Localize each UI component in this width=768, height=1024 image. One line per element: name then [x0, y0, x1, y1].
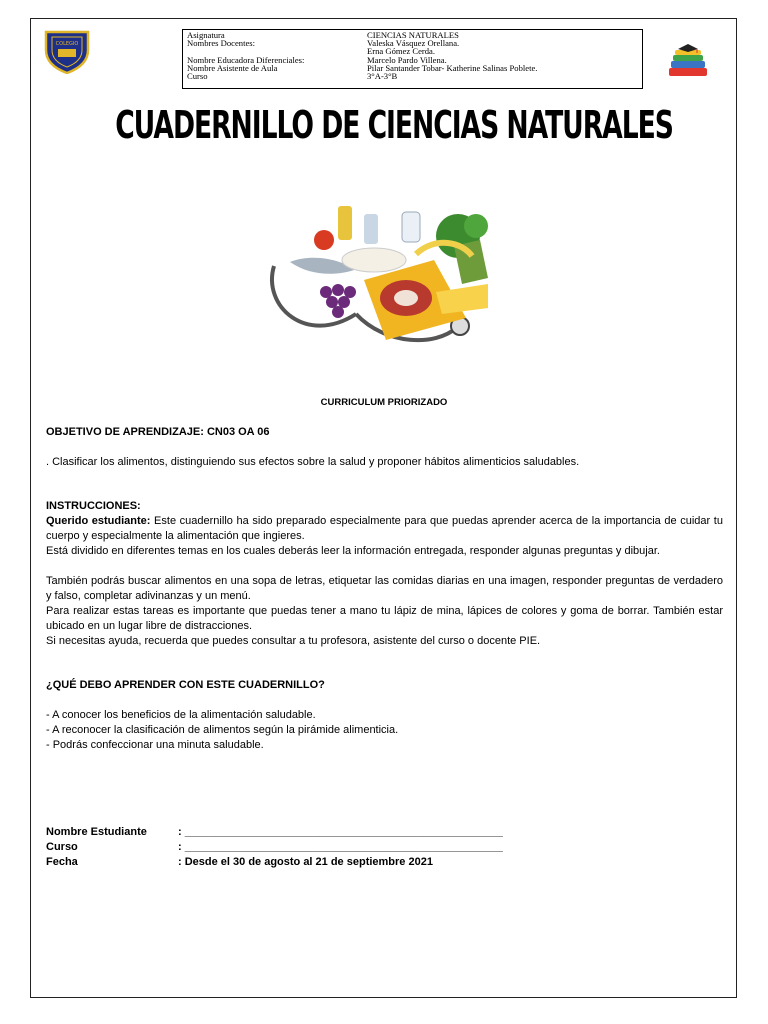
- info-value: Erna Gómez Cerda.: [367, 46, 436, 57]
- school-crest-logo: [42, 28, 92, 74]
- course-row: [46, 840, 503, 855]
- document-title: CUADERNILLO DE CIENCIAS NATURALES: [115, 103, 673, 147]
- food-illustration: [266, 196, 502, 354]
- instructions-heading: INSTRUCCIONES:: [46, 500, 141, 512]
- student-name-row: [46, 825, 503, 840]
- crest-text: COLEGIO: [55, 41, 79, 47]
- course-field[interactable]: : ____________________________________________________: [178, 841, 503, 853]
- objective-label: OBJETIVO DE APRENDIZAJE: CN03 OA 06: [46, 426, 270, 438]
- instructions-paragraph: Está dividido en diferentes temas en los cuales deberás leer la información entregada, responder algunas preguntas y dibujar.: [46, 545, 660, 557]
- info-label: Curso: [187, 71, 208, 82]
- info-row: [187, 72, 642, 80]
- books-icon: [664, 42, 712, 80]
- learn-heading: ¿QUÉ DEBO APRENDER CON ESTE CUADERNILLO?: [46, 679, 325, 691]
- info-row: [187, 64, 642, 72]
- instructions-paragraph: [46, 514, 723, 544]
- info-value: Marcelo Pardo Villena.: [367, 54, 447, 65]
- info-label: Nombres Docentes:: [187, 38, 256, 49]
- instructions-paragraph: Si necesitas ayuda, recuerda que puedes consultar a tu profesora, asistente del curso o docente PIE.: [46, 635, 541, 647]
- course-label: Curso: [46, 841, 78, 853]
- date-label: Fecha: [46, 856, 78, 868]
- curriculum-heading: CURRICULUM PRIORIZADO: [320, 397, 448, 408]
- instructions-paragraph: También podrás buscar alimentos en una sopa de letras, etiquetar las comidas diarias en una imagen, responder preguntas de verdadero y falso, completar adivinanzas y un menú.: [46, 575, 723, 602]
- instructions-lead: Querido estudiante:: [46, 515, 151, 527]
- info-value: Pilar Santander Tobar- Katherine Salinas Poblete.: [367, 62, 538, 73]
- header-info-table: [182, 29, 643, 89]
- learn-item: - A reconocer la clasificación de alimentos según la pirámide alimenticia.: [46, 724, 399, 736]
- instructions-paragraph: Para realizar estas tareas es importante que puedas tener a mano tu lápiz de mina, lápices de colores y goma de borrar. También estar ubicado en un lugar libre de distracciones.: [46, 605, 723, 632]
- info-label: Nombre Asistente de Aula: [187, 62, 278, 73]
- student-name-field[interactable]: : ____________________________________________________: [178, 826, 503, 838]
- info-label: Nombre Educadora Diferenciales:: [187, 54, 305, 65]
- info-label: Asignatura: [187, 30, 225, 40]
- info-value: CIENCIAS NATURALES: [367, 30, 459, 40]
- info-value: Valeska Vásquez Orellana.: [367, 38, 460, 49]
- student-name-label: Nombre Estudiante: [46, 826, 147, 838]
- date-row: [46, 855, 433, 870]
- instructions-p1: Este cuadernillo ha sido preparado especialmente para que puedas aprender acerca de la importancia de cuidar tu cuerpo y especialmente la alimentación que ingieres.: [46, 515, 723, 542]
- info-value: 3°A-3°B: [367, 71, 398, 82]
- learn-item: - A conocer los beneficios de la alimentación saludable.: [46, 709, 316, 721]
- date-value: : Desde el 30 de agosto al 21 de septiembre 2021: [178, 856, 433, 868]
- learn-item: - Podrás confeccionar una minuta saludable.: [46, 739, 264, 751]
- objective-text: . Clasificar los alimentos, distinguiendo sus efectos sobre la salud y proponer hábitos alimenticios saludables.: [46, 456, 580, 468]
